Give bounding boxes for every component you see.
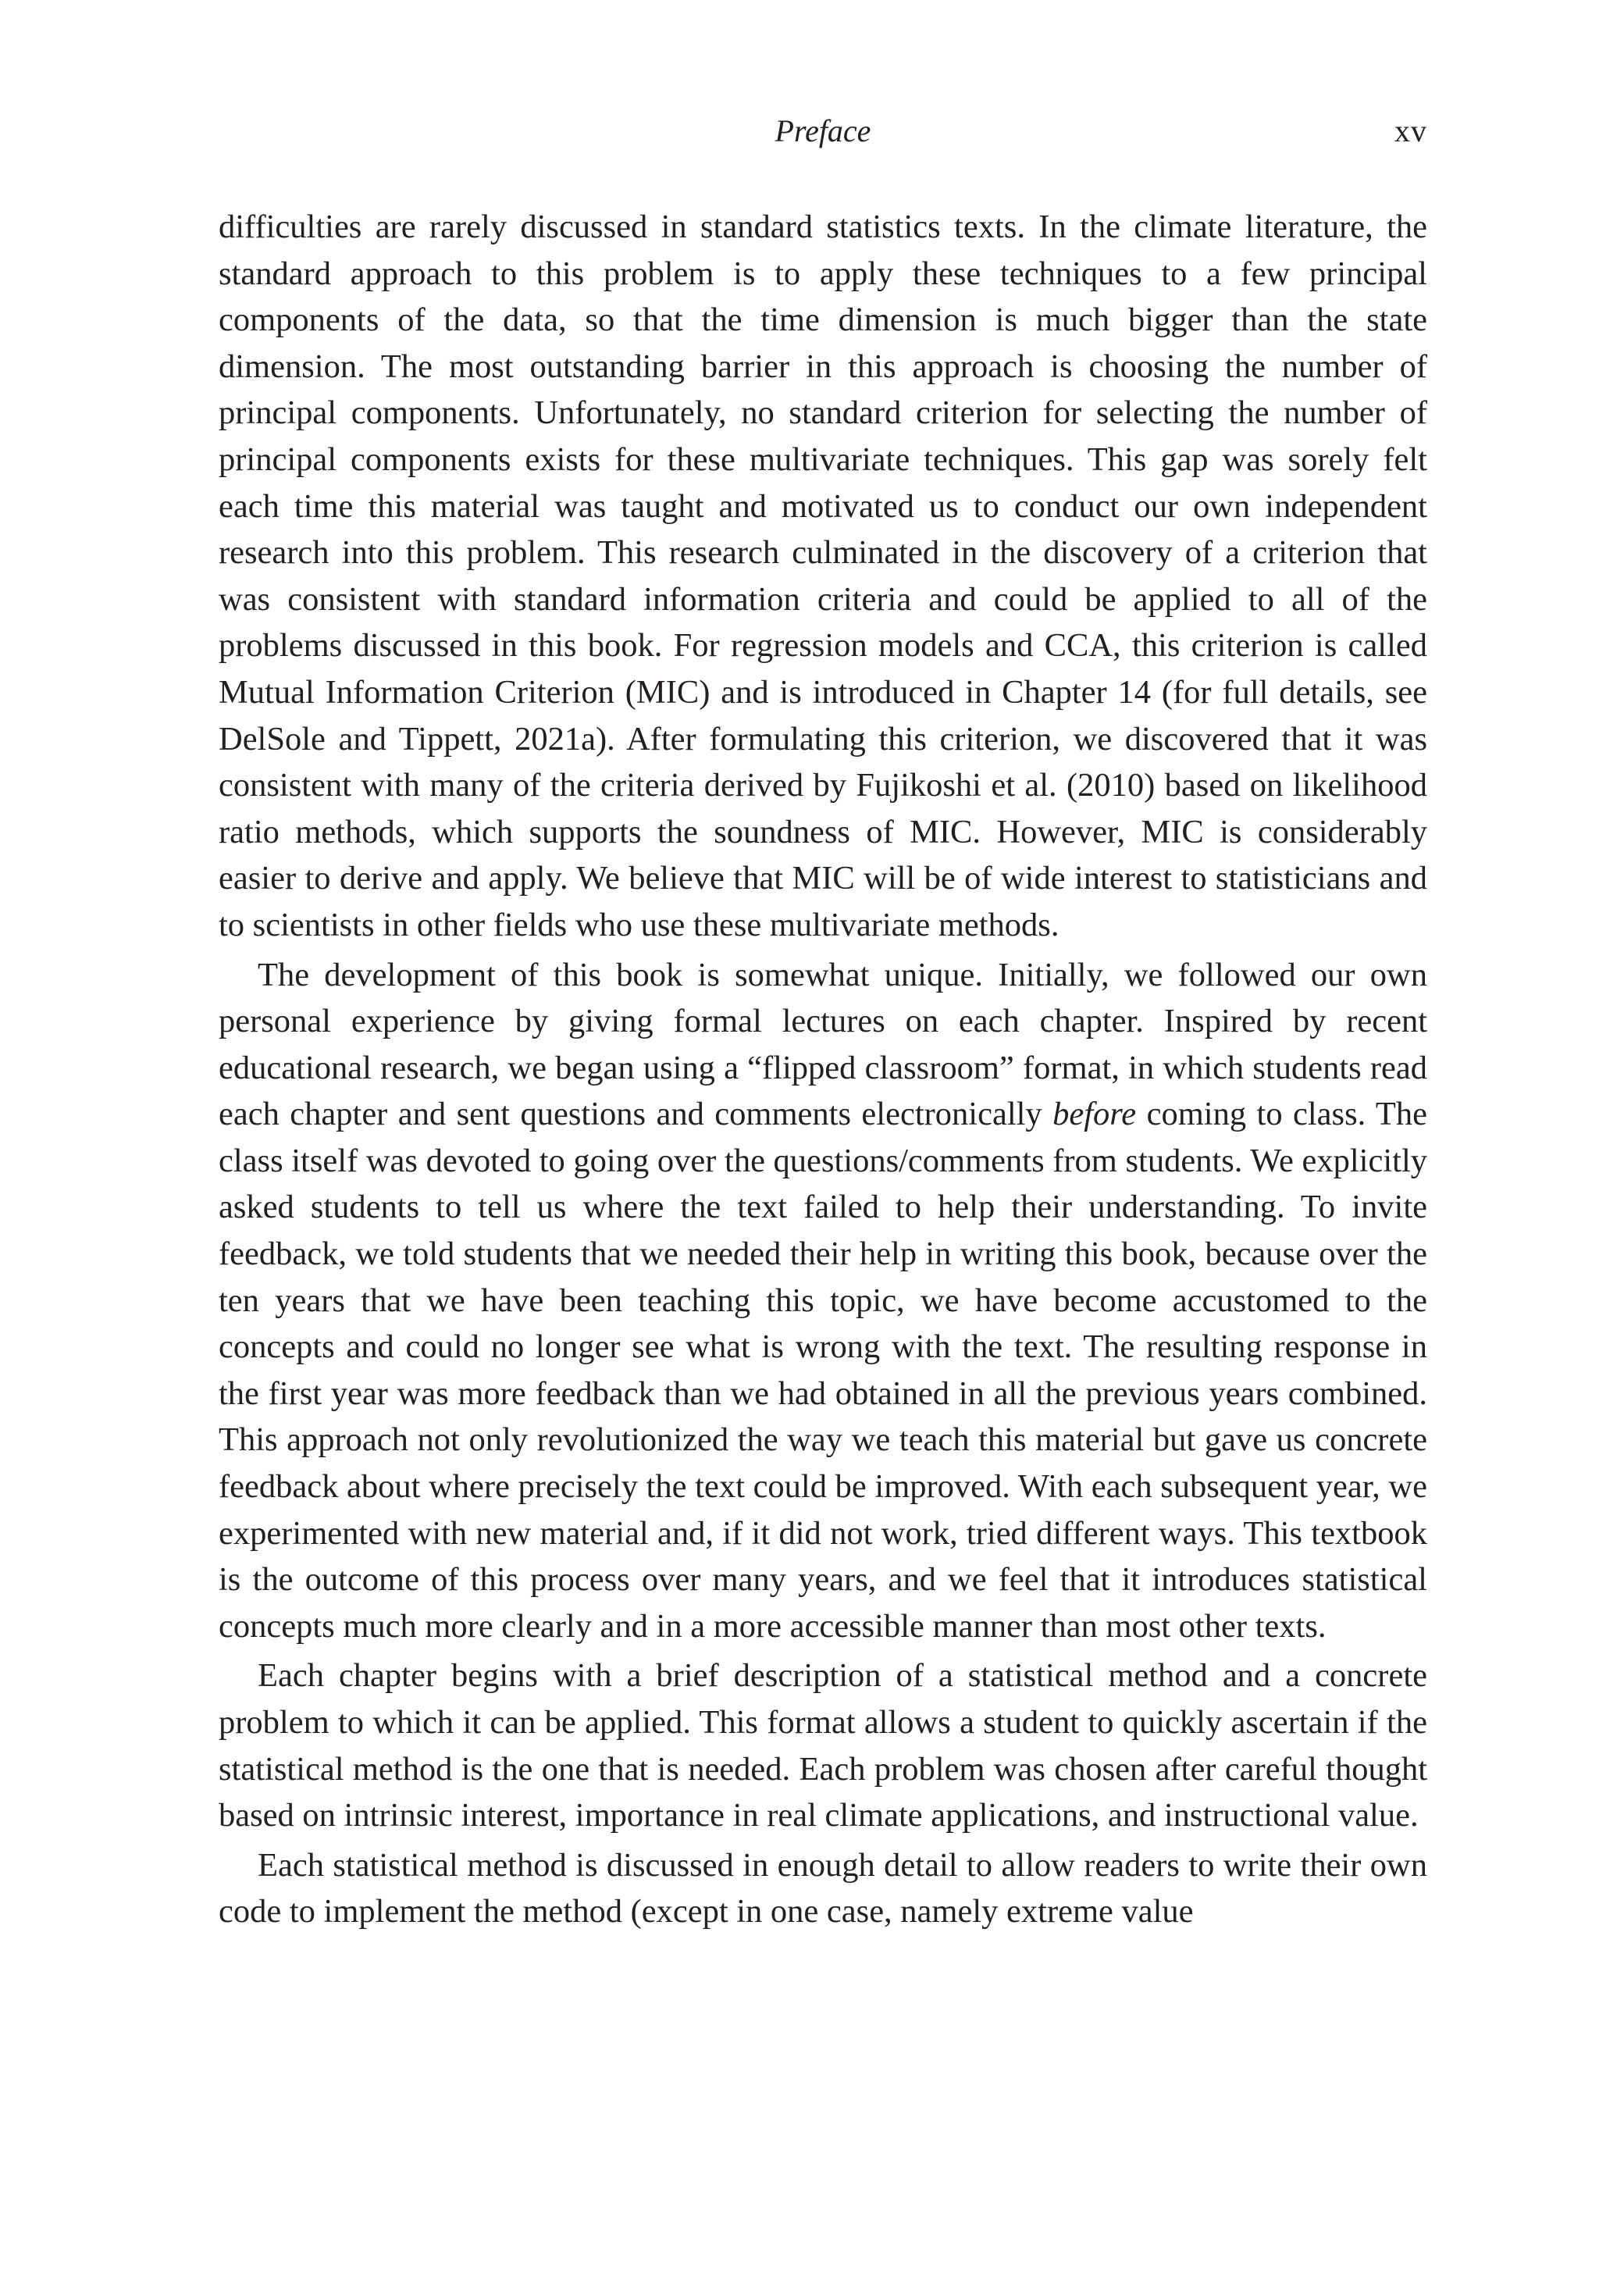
paragraph-3: Each chapter begins with a brief description of a statistical method and a concrete problem to which it can be applied. This format allows a student to quickly ascertain if the statistical method is the one that is needed. Each problem was chosen after careful thought based on intrinsic interest, importance in real climate applications, and instructional value. — [219, 1657, 1427, 1834]
running-title: Preface — [775, 113, 871, 148]
page-number: xv — [1394, 113, 1427, 148]
emphasized-word: before — [1052, 1096, 1137, 1133]
paragraph-4: Each statistical method is discussed in enough detail to allow readers to write their own code to implement the method (except in one case, namely extreme value — [219, 1846, 1427, 1931]
paragraph-1: difficulties are rarely discussed in standard statistics texts. In the climate literature, the standard approach to this problem is to apply these techniques to a few principal components of the data, so that the time dimension is much bigger than the state dimension. The most outstanding barrier in this approach is choosing the number of principal components. Unfortunately, no standard criterion for selecting the number of principal components exists for these multivariate techniques. This gap was sorely felt each time this material was taught and motivated us to conduct our own independent research into this problem. This research culminated in the discovery of a criterion that was consistent with standard information criteria and could be applied to all of the problems discussed in this book. For regression models and CCA, this criterion is called Mutual Information Criterion (MIC) and is introduced in Chapter 14 (for full details, see DelSole and Tippett, 2021a). After formulating this criterion, we discovered that it was consistent with many of the criteria derived by Fujikoshi et al. (2010) based on likelihood ratio methods, which supports the soundness of MIC. However, MIC is considerably easier to derive and apply. We believe that MIC will be of wide interest to statisticians and to scientists in other fields who use these multivariate methods. — [219, 209, 1427, 943]
body-text — [219, 204, 1427, 1935]
running-head — [219, 109, 1427, 153]
paragraph-2-text-end: coming to class. The class itself was devoted to going over the questions/comments from students. We explicitly asked students to tell us where the text failed to help their understanding. To invite feedback, we told students that we needed their help in writing this book, because over the ten years that we have been teaching this topic, we have become accustomed to the concepts and could no longer see what is wrong with the text. The resulting response in the first year was more feedback than we had obtained in all the previous years combined. This approach not only revolutionized the way we teach this material but gave us concrete feedback about where precisely the text could be improved. With each subsequent year, we experimented with new material and, if it did not work, tried different ways. This textbook is the outcome of this process over many years, and we feel that it introduces statistical concepts much more clearly and in a more accessible manner than most other texts. — [219, 1096, 1427, 1645]
paragraph-2 — [219, 952, 1427, 1650]
paragraph-2-text-start: The development of this book is somewhat unique. Initially, we followed our own personal experience by giving formal lectures on each chapter. Inspired by recent educational research, we began using a “flipped classroom” format, in which students read each chapter and sent questions and comments electronically — [219, 956, 1427, 1133]
